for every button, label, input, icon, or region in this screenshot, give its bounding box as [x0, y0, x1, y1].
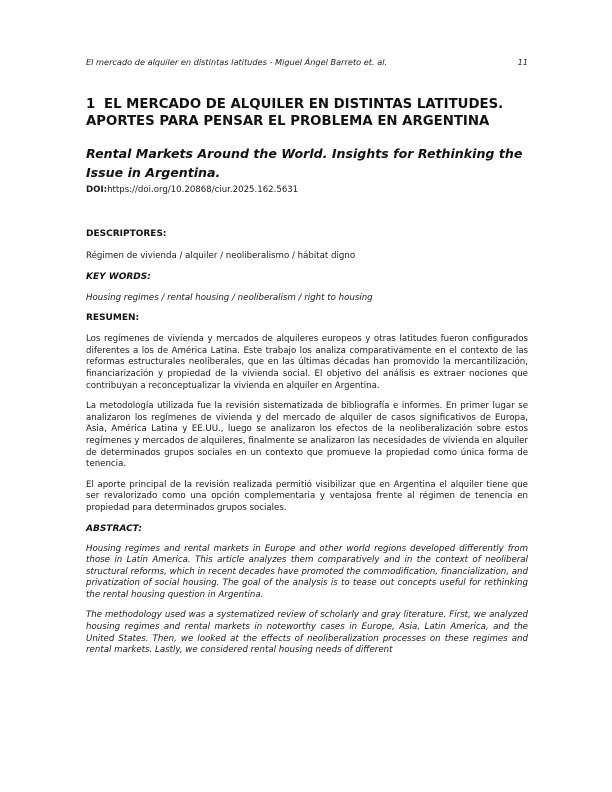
resumen-label: RESUMEN:: [86, 313, 140, 324]
section-number: 1: [86, 97, 96, 112]
descriptores-label: DESCRIPTORES:: [86, 229, 167, 239]
main-content: [86, 96, 528, 657]
resumen-paragraph-2: La metodología utilizada fue la revisión sistematizada de bibliografía e informes. En primer lugar se analizaron los regímenes de vivienda y del mercado de alquiler de casos significativos de Europa, Asia, América Latina y EE.UU., luego se analizaron los efectos de la neoliberalización sobre estos regímenes y mercados de alquileres, finalmente se analizaron las necesidades de vivienda en alquiler de determinados grupos sociales en un contexto que promueve la propiedad como única forma de tenencia.: [86, 401, 528, 470]
running-title: El mercado de alquiler en distintas latitudes - Miguel Ángel Barreto et. al.: [86, 57, 388, 67]
doi: [86, 183, 528, 197]
page-number: 11: [517, 57, 528, 67]
keywords-label: KEY WORDS:: [86, 271, 151, 282]
keywords-text: Housing regimes / rental housing / neoliberalism / right to housing: [86, 292, 373, 303]
section-title-line2: APORTES PARA PENSAR EL PROBLEMA EN ARGENTINA: [86, 114, 490, 129]
descriptores-text: Régimen de vivienda / alquiler / neoliberalismo / hábitat digno: [86, 251, 356, 261]
doi-link[interactable]: https://doi.org/10.20868/ciur.2025.162.5631: [107, 185, 299, 195]
resumen-paragraph-1: Los regímenes de vivienda y mercados de alquileres europeos y otras latitudes fueron configurados diferentes a los de América Latina. Este trabajo los analiza comparativamente en el contexto de las reformas estructurales neoliberales, que en las últimas décadas han promovido la mercantilización, financiarización y propiedad de la vivienda social. El objetivo del análisis es extraer nociones que contribuyan a reconceptualizar la vivienda en alquiler en Argentina.: [86, 334, 528, 391]
abstract-label: ABSTRACT:: [86, 523, 142, 534]
resumen-paragraph-3: El aporte principal de la revisión realizada permitió visibilizar que en Argentina el alquiler tiene que ser revalorizado como una opción complementaria y ventajosa frente al régimen de tenencia en propiedad para determinados grupos sociales.: [86, 479, 528, 513]
english-title: Rental Markets Around the World. Insights for Rethinking the Issue in Argentina.: [86, 146, 523, 180]
abstract-paragraph-2: The methodology used was a systematized review of scholarly and gray literature. First, we analyzed housing regimes and rental markets in noteworthy cases in Europe, Asia, Latin America, and the United States. Then, we looked at the effects of neoliberalization processes on these regimes and rental markets. Lastly, we considered rental housing needs of different: [86, 610, 528, 656]
section-title: [86, 96, 528, 130]
section-title-line1: EL MERCADO DE ALQUILER EN DISTINTAS LATITUDES.: [104, 97, 504, 112]
running-header: [86, 57, 528, 67]
abstract-paragraph-1: Housing regimes and rental markets in Europe and other world regions developed differently from those in Latin America. This article analyzes them comparatively and in the context of neoliberal structural reforms, which in recent decades have promoted the commodification, financialization, and privatization of social housing. The goal of the analysis is to tease out concepts useful for rethinking the rental housing question in Argentina.: [86, 543, 528, 600]
doi-label: DOI:: [86, 185, 108, 195]
